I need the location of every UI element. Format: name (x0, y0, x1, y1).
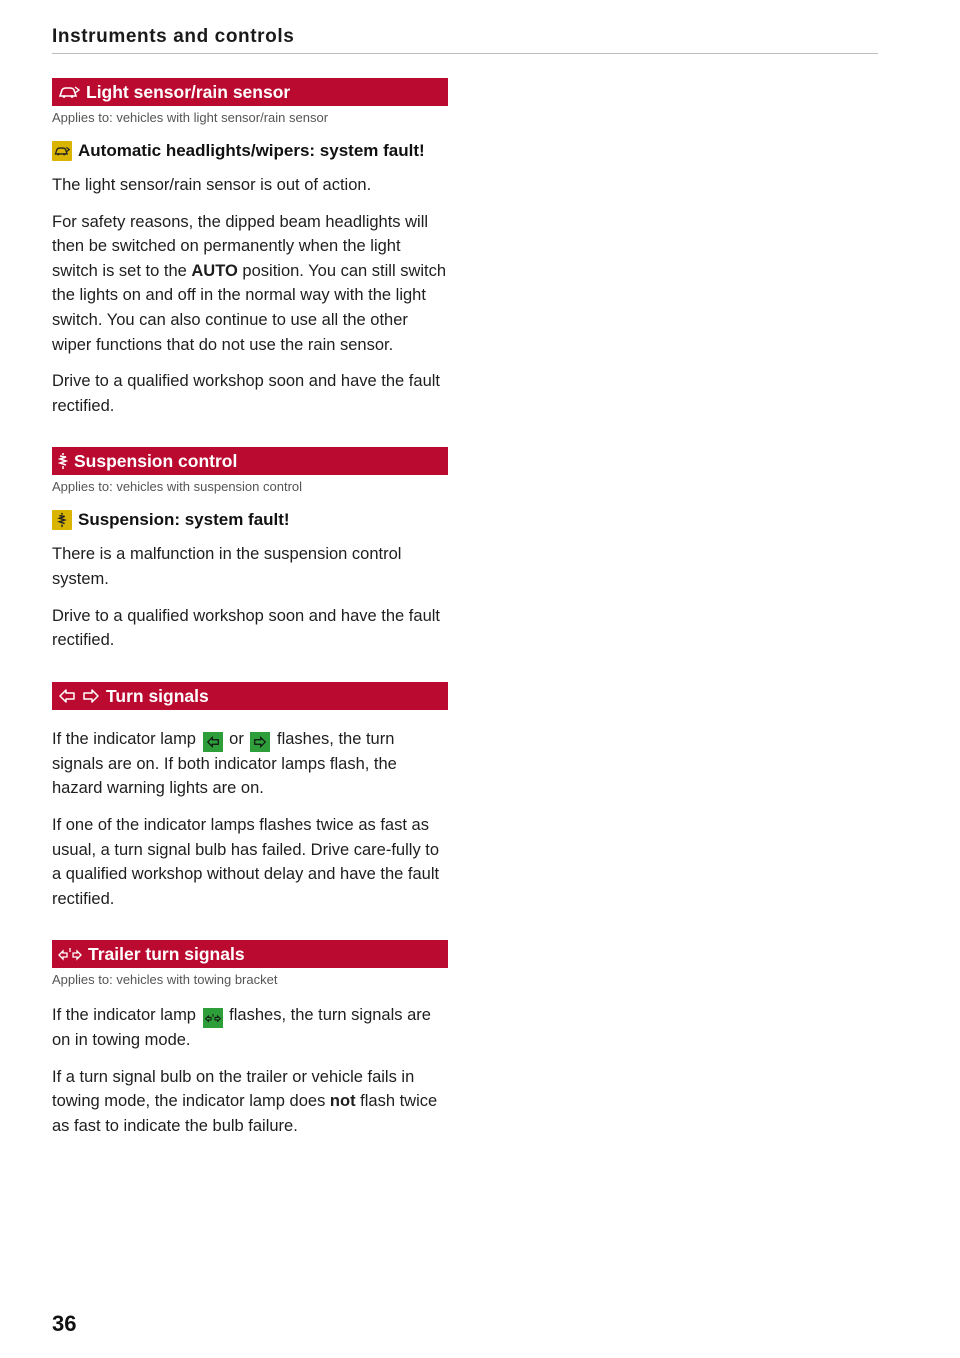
light-rain-sensor-warning-icon (52, 141, 72, 161)
text-span: position. You can still switch the lights on and off in the normal way with the light switch. You can also continue to use all the other wiper functions that do not use the rain sensor. (52, 261, 447, 354)
applies-to-text: Applies to: vehicles with towing bracket (52, 972, 278, 988)
trailer-turn-signal-icon (58, 946, 82, 962)
section-turn-signals (52, 682, 448, 912)
section-suspension (52, 447, 448, 652)
section-title: Suspension control (74, 451, 238, 472)
paragraph (52, 210, 448, 358)
right-turn-signal-icon (250, 732, 270, 752)
paragraph: The light sensor/rain sensor is out of action. (52, 176, 372, 194)
section-trailer-turn-signals (52, 940, 448, 1138)
section-light-sensor (52, 78, 448, 418)
paragraph: If one of the indicator lamps flashes twice as fast as usual, a turn signal bulb has failed. Drive care-fully to a qualified workshop without delay and have the fault rectified. (52, 815, 440, 908)
bold-text: AUTO (191, 261, 238, 280)
paragraph: Drive to a qualified workshop soon and have the fault rectified. (52, 606, 440, 650)
text-span: For safety reasons, the dipped beam headlights will then be switched on permanently when the light switch is set to the (52, 212, 429, 280)
page-number: 36 (52, 1311, 77, 1336)
paragraph (52, 727, 448, 801)
paragraph: Drive to a qualified workshop soon and have the fault rectified. (52, 372, 440, 415)
light-rain-sensor-icon (58, 84, 80, 100)
text-span: flash twice as fast to indicate the bulb failure. (52, 1092, 438, 1136)
text-span: If the indicator lamp (52, 729, 201, 748)
applies-to-text: Applies to: vehicles with light sensor/rain sensor (52, 110, 329, 125)
suspension-icon (58, 452, 68, 470)
turn-signal-arrows-icon (58, 688, 100, 704)
text-span: If the indicator lamp (52, 1006, 201, 1025)
section-title-bar (52, 682, 448, 710)
header-divider (52, 53, 878, 54)
section-title: Turn signals (106, 685, 209, 706)
suspension-warning-icon (52, 510, 72, 530)
left-turn-signal-icon (203, 732, 223, 752)
section-title-bar (52, 940, 448, 968)
paragraph (52, 1065, 448, 1139)
paragraph: There is a malfunction in the suspension control system. (52, 545, 402, 588)
text-span: flashes, the turn signals are on in towing mode. (52, 1006, 431, 1050)
applies-to-text: Applies to: vehicles with suspension control (52, 479, 303, 495)
text-span: If a turn signal bulb on the trailer or vehicle fails in towing mode, the indicator lamp does (52, 1067, 415, 1111)
paragraph (52, 1003, 448, 1053)
section-title-bar (52, 447, 448, 475)
page-header: Instruments and controls (52, 26, 295, 47)
text-span: flashes, the turn signals are on. If both indicator lamps flash, the hazard warning lights are on. (52, 729, 397, 798)
section-title-bar (52, 78, 448, 106)
subheading-text: Automatic headlights/wipers: system fault! (78, 141, 425, 160)
section-title: Trailer turn signals (88, 944, 245, 965)
warning-subheading (52, 510, 448, 530)
warning-subheading (52, 141, 448, 161)
bold-text: not (329, 1092, 356, 1111)
content-column (52, 78, 448, 1139)
subheading-text: Suspension: system fault! (78, 510, 290, 530)
text-span: or (224, 729, 249, 748)
trailer-turn-signal-lamp-icon (203, 1008, 223, 1028)
section-title: Light sensor/rain sensor (86, 82, 291, 102)
